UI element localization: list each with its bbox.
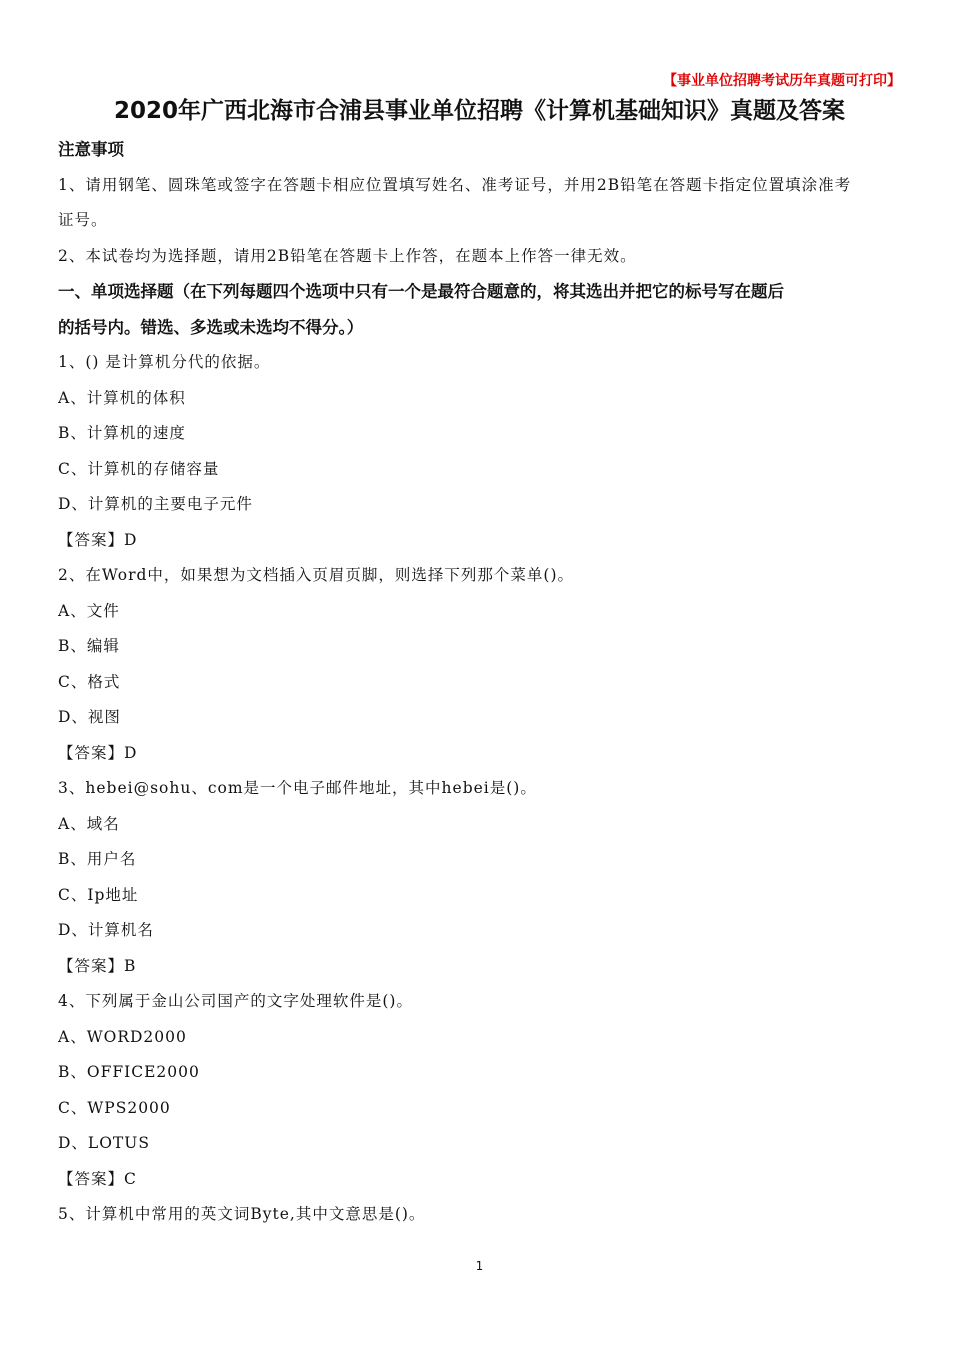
answer: 【答案】B [58,956,137,975]
page-number: 1 [475,1259,484,1273]
option-a: A、文件 [58,601,120,620]
question-stem: 1、() 是计算机分代的依据。 [58,353,271,371]
question-stem: 3、hebei@sohu、com是一个电子邮件地址，其中hebei是()。 [58,779,537,797]
question-2 [58,558,904,771]
question-stem: 5、计算机中常用的英文词Byte,其中文意思是()。 [58,1205,426,1223]
section-heading-line-2: 的括号内。错选、多选或未选均不得分。） [58,317,364,337]
notice-heading: 注意事项 [58,140,124,159]
option-d: D、视图 [58,708,121,726]
option-a: A、WORD2000 [58,1027,187,1046]
option-a: A、计算机的体积 [58,388,186,407]
question-stem: 2、在Word中，如果想为文档插入页眉页脚，则选择下列那个菜单()。 [58,566,575,584]
option-d: D、计算机的主要电子元件 [58,495,253,513]
section-heading-line-1: 一、单项选择题（在下列每题四个选项中只有一个是最符合题意的，将其选出并把它的标号写在题后 [58,282,784,301]
option-a: A、域名 [58,814,120,833]
question-4 [58,984,904,1197]
question-stem: 4、下列属于金山公司国产的文字处理软件是()。 [58,992,413,1010]
header-tag: 【事业单位招聘考试历年真题可打印】 [663,73,901,89]
option-c: C、Ip地址 [58,885,139,904]
question-1 [58,345,904,558]
option-b: B、编辑 [58,637,120,655]
option-b: B、OFFICE2000 [58,1063,200,1081]
question-3 [58,771,904,984]
option-c: C、计算机的存储容量 [58,459,220,478]
answer: 【答案】D [58,743,138,762]
document-body [58,132,904,1233]
option-d: D、LOTUS [58,1134,150,1152]
notice-item-1-line-2: 证号。 [58,211,108,229]
answer: 【答案】D [58,530,138,549]
notice-item-2: 2、本试卷均为选择题，请用2B铅笔在答题卡上作答，在题本上作答一律无效。 [58,246,637,265]
page-title: 2020年广西北海市合浦县事业单位招聘《计算机基础知识》真题及答案 [113,98,845,124]
option-d: D、计算机名 [58,921,154,939]
option-b: B、计算机的速度 [58,424,186,442]
answer: 【答案】C [58,1169,137,1188]
question-5 [58,1197,904,1233]
option-c: C、格式 [58,672,121,691]
notice-item-1-line-1: 1、请用钢笔、圆珠笔或签字在答题卡相应位置填写姓名、准考证号，并用2B铅笔在答题卡指定位置填涂准考 [58,175,852,194]
option-b: B、用户名 [58,850,137,868]
option-c: C、WPS2000 [58,1098,171,1117]
